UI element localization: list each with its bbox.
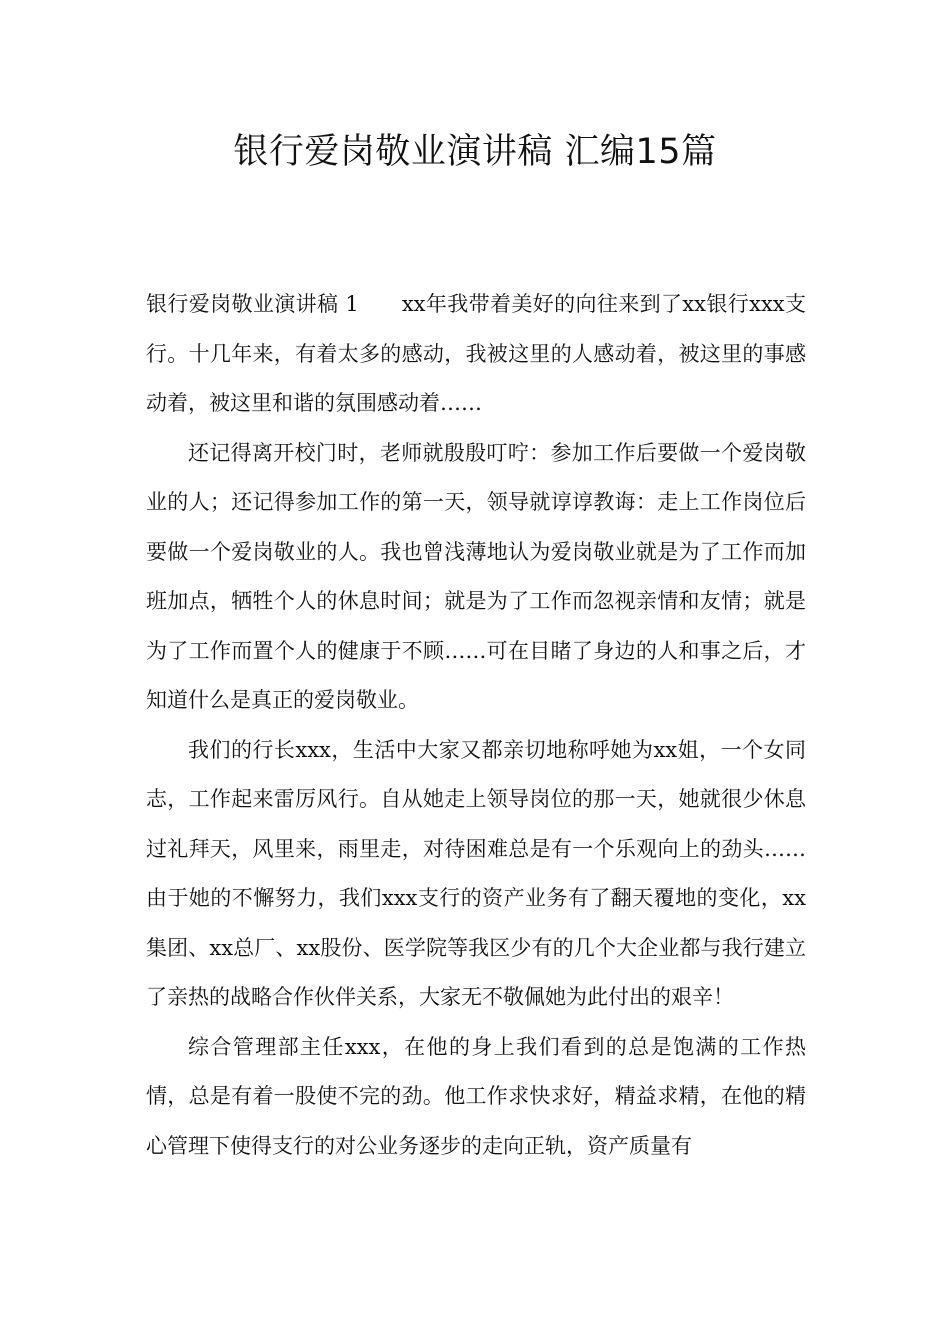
paragraph-2: 还记得离开校门时，老师就殷殷叮咛：参加工作后要做一个爱岗敬业的人；还记得参加工作的第一天，领导就谆谆教诲：走上工作岗位后要做一个爱岗敬业的人。我也曾浅薄地认为爱岗敬业就是为了工作而加班加点，牺牲个人的休息时间；就是为了工作而忽视亲情和友情；就是为了工作而置个人的健康于不顾……可在目睹了身边的人和事之后，才知道什么是真正的爱岗敬业。 (146, 440, 806, 712)
paragraph-3: 我们的行长xxx，生活中大家又都亲切地称呼她为xx姐，一个女同志，工作起来雷厉风行。自从她走上领导岗位的那一天，她就很少休息过礼拜天，风里来，雨里走，对待困难总是有一个乐观向上的劲头……由于她的不懈努力，我们xxx支行的资产业务有了翻天覆地的变化，xx集团、xx总厂、xx股份、医学院等我区少有的几个大企业都与我行建立了亲热的战略合作伙伴关系，大家无不敬佩她为此付出的艰辛！ (146, 737, 806, 1009)
document-title: 银行爱岗敬业演讲稿 汇编15篇 (233, 132, 717, 172)
paragraph-4: 综合管理部主任xxx，在他的身上我们看到的总是饱满的工作热情，总是有着一股使不完的劲。他工作求快求好，精益求精，在他的精心管理下使得支行的对公业务逐步的走向正轨，资产质量有 (146, 1034, 806, 1158)
document-body (146, 280, 806, 1171)
paragraph-1: 银行爱岗敬业演讲稿 1 xx年我带着美好的向往来到了xx银行xxx支行。十几年来，有着太多的感动，我被这里的人感动着，被这里的事感动着，被这里和谐的氛围感动着…… (146, 292, 806, 415)
